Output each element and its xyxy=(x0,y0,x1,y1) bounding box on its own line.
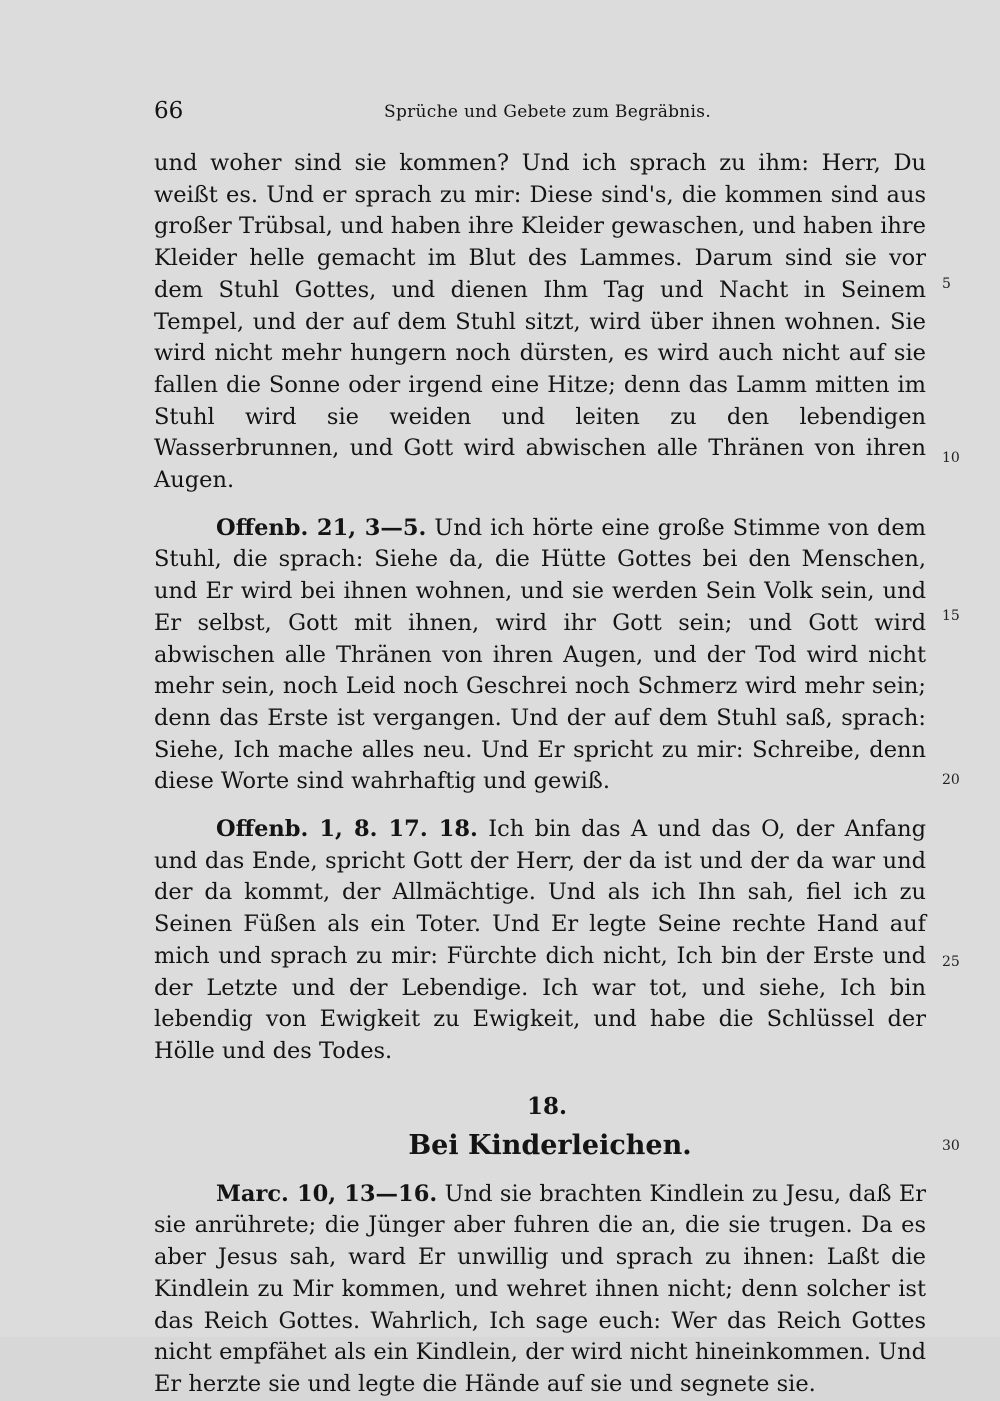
section-title: Bei Kinderleichen. xyxy=(408,1129,692,1161)
scripture-reference: Marc. 10, 13—16. xyxy=(216,1180,438,1207)
running-head: Sprüche und Gebete zum Begräbnis. xyxy=(384,102,712,122)
section-number: 18. xyxy=(526,1092,567,1120)
page-header xyxy=(154,98,926,128)
page-number: 66 xyxy=(154,98,184,124)
line-number: 10 xyxy=(942,450,960,466)
line-number: 15 xyxy=(942,608,960,624)
line-number: 20 xyxy=(942,772,960,788)
paragraph-text: Und ich hörte eine große Stimme von dem Stuhl, die sprach: Siehe da, die Hütte Gottes bei den Menschen, und Er wird bei ihnen wohnen, und sie werden Sein Volk sein, und Er selbst, Gott mit ihnen, wird ihr Gott sein; und Gott wird abwischen alle Thränen von ihren Augen, und der Tod wird nicht mehr sein, noch Leid noch Geschrei noch Schmerz wird mehr sein; denn das Erste ist vergangen. Und der auf dem Stuhl saß, sprach: Siehe, Ich mache alles neu. Und Er spricht zu mir: Schreibe, denn diese Worte sind wahrhaftig und gewiß. xyxy=(154,514,926,795)
line-number: 25 xyxy=(942,954,960,970)
paragraph-text: Und sie brachten Kindlein zu Jesu, daß Er sie anrührete; die Jünger aber fuhren die an, die sie trugen. Da es aber Jesus sah, ward Er unwillig und sprach zu ihnen: Laßt die Kindlein zu Mir kommen, und wehret ihnen nicht; denn solcher ist das Reich Gottes. Wahrlich, Ich sage euch: Wer das Reich Gottes nicht empfähet als ein Kindlein, der wird nicht hineinkommen. Und Er herzte sie und legte die Hände auf sie und segnete sie. xyxy=(154,1180,927,1397)
scripture-reference: Offenb. 21, 3—5. xyxy=(216,514,427,541)
paragraph-marc-10 xyxy=(154,1179,926,1401)
paragraph-text: und woher sind sie kommen? Und ich sprach zu ihm: Herr, Du weißt es. Und er sprach zu mir: Diese sind's, die kommen sind aus großer Trübsal, und haben ihre Kleider gewaschen, und haben ihre Kleider helle gemacht im Blut des Lammes. Darum sind sie vor dem Stuhl Gottes, und dienen Ihm Tag und Nacht in Seinem Tempel, und der auf dem Stuhl sitzt, wird über ihnen wohnen. Sie wird nicht mehr hungern noch dürsten, es wird auch nicht auf sie fallen die Sonne oder irgend eine Hitze; denn das Lamm mitten im Stuhl wird sie weiden und leiten zu den lebendigen Wasserbrunnen, und Gott wird abwischen alle Thränen von ihren Augen. xyxy=(154,150,926,494)
line-number: 30 xyxy=(942,1138,960,1154)
paragraph-continuation xyxy=(154,148,926,497)
paragraph-offenb-1 xyxy=(154,814,926,1068)
scripture-reference: Offenb. 1, 8. 17. 18. xyxy=(216,816,478,843)
paragraph-text: Ich bin das A und das O, der Anfang und das Ende, spricht Gott der Herr, der da ist und der da war und der da kommt, der Allmächtige. Und als ich Ihn sah, fiel ich zu Seinen Füßen als ein Toter. Und Er legte Seine rechte Hand auf mich und sprach zu mir: Fürchte dich nicht, Ich bin der Erste und der Letzte und der Lebendige. Ich war tot, und siehe, Ich bin lebendig von Ewigkeit zu Ewigkeit, und habe die Schlüssel der Hölle und des Todes. xyxy=(154,816,927,1064)
line-number: 5 xyxy=(942,276,951,292)
paragraph-offenb-21 xyxy=(154,513,926,798)
text-block xyxy=(154,148,926,1401)
